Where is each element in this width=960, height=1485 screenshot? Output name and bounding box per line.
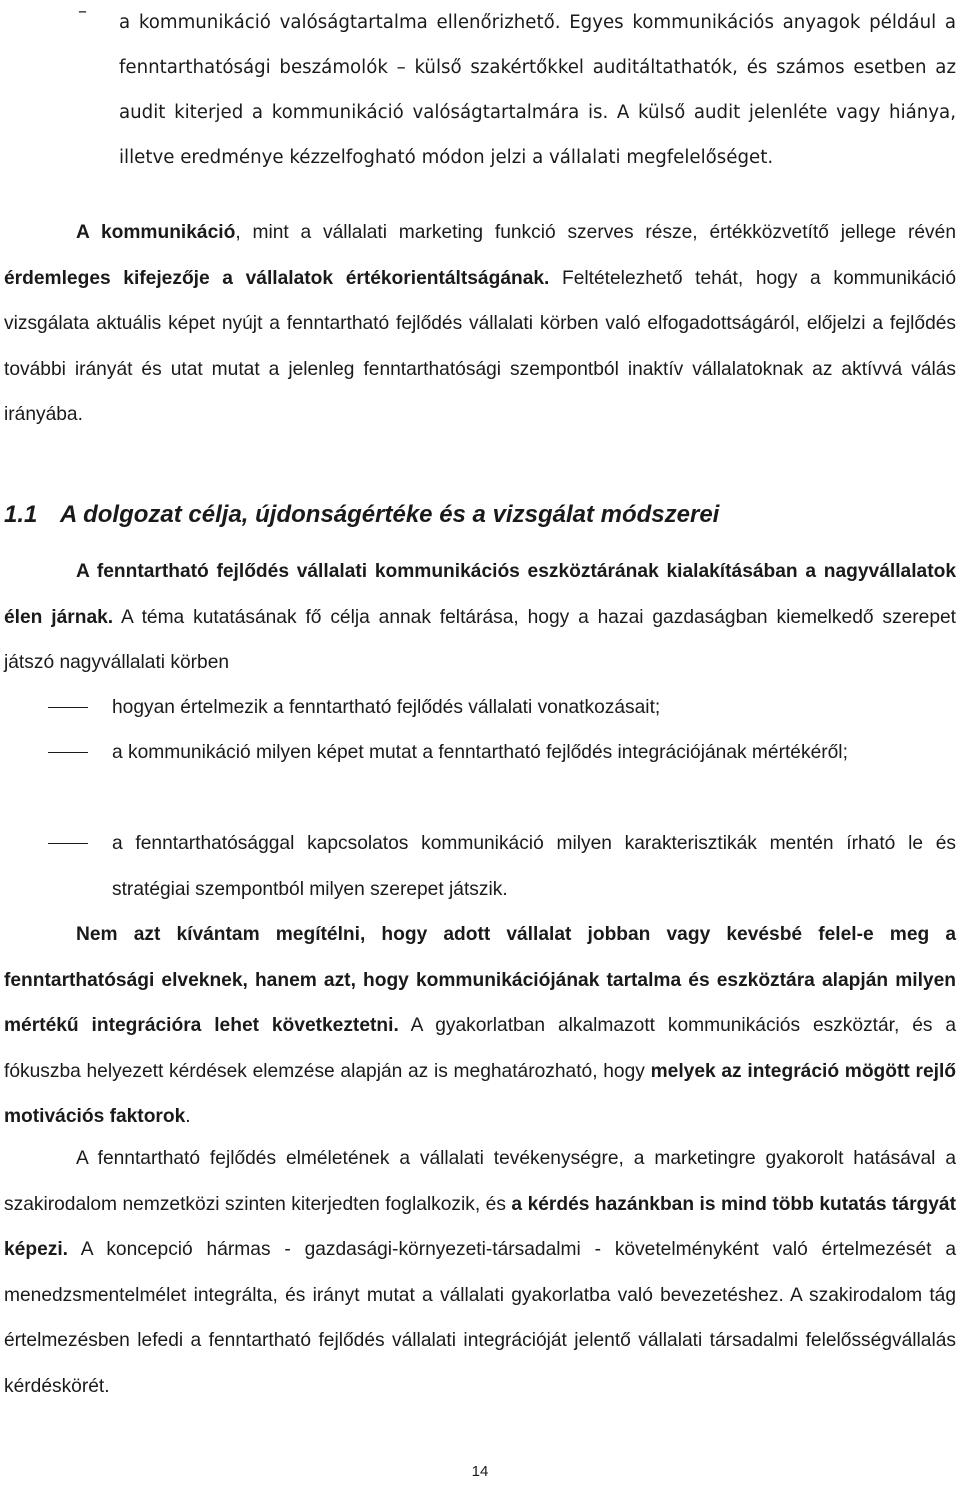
bullet-dash: [48, 843, 88, 844]
p4-text-2: A koncepció hármas - gazdasági-környezeti-társadalmi - követelményként való értelmezését a menedzsmentelmélet integrálta, és irányt mutat a vállalati gyakorlatba való bevezetéshez. A szakirodalom tág értelmezésben lefedi a fenntartható fejlődés vállalati integrációját jelentő vállalati társadalmi felelősségvállalás kérdéskörét.: [4, 1239, 956, 1397]
p3-text-1: A gyakorlatban alkalmazott kommunikációs eszköztár, és a fókuszba helyezett kérdések elemzése alapján az is meghatározható, hogy: [4, 1015, 957, 1082]
section-heading: [4, 495, 956, 535]
bullet-dash: [48, 752, 88, 753]
paragraph-1: [4, 210, 956, 438]
p1-text-1: , mint a vállalati marketing funkció szerves része, értékközvetítő jellege révén: [235, 222, 956, 243]
list-item: a kommunikáció milyen képet mutat a fenntartható fejlődés integrációjának mértékéről;: [112, 742, 848, 763]
bullet-dash: –: [78, 1, 87, 22]
section-number: 1.1: [4, 501, 38, 528]
p1-bold-1: A kommunikáció: [76, 222, 236, 243]
list-item: hogyan értelmezik a fenntartható fejlődés vállalati vonatkozásait;: [112, 697, 661, 718]
list-item: a fenntarthatósággal kapcsolatos kommunikáció milyen karakterisztikák mentén írható le és stratégiai szempontból milyen szerepet játszik.: [112, 833, 956, 900]
p2-text: A téma kutatásának fő célja annak feltárása, hogy a hazai gazdaságban kiemelkedő szerepet játszó nagyvállalati körben: [4, 606, 957, 674]
p3-text-2: .: [185, 1106, 191, 1128]
paragraph-3: [4, 912, 956, 1140]
paragraph-2: [4, 549, 956, 686]
bullet-dash: [48, 707, 88, 708]
page-number: 14: [471, 1463, 489, 1480]
top-bullet-text: a kommunikáció valóságtartalma ellenőrizhető. Egyes kommunikációs anyagok például a fenntarthatósági beszámolók – külső szakértőkkel auditáltathatók, és számos esetben az audit kiterjed a kommunikáció valóságtartalmára is. A külső audit jelenléte vagy hiánya, illetve eredménye kézzelfogható módon jelzi a vállalati megfelelőséget.: [119, 12, 956, 168]
p3-bold-1: Nem azt kívántam megítélni, hogy adott vállalat jobban vagy kevésbé felel-e meg a fenntarthatósági elveknek, hanem azt, hogy kommunikációjának tartalma és eszköztára alapján milyen mértékű integrációra lehet következtetni.: [4, 924, 956, 1037]
p1-text-2: Feltételezhető tehát, hogy a kommunikáció vizsgálata aktuális képet nyújt a fenntartható fejlődés vállalati körben való elfogadottságáról, előjelzi a fejlődés további irányát és utat mutat a jelenleg fenntarthatósági szempontból inaktív vállalatoknak az aktívvá válás irányába.: [4, 267, 956, 426]
p3-bold-2: melyek az integráció mögött rejlő motivációs faktorok: [4, 1060, 956, 1128]
p4-bold: a kérdés hazánkban is mind több kutatás tárgyát képezi.: [4, 1193, 956, 1261]
p1-bold-2: érdemleges kifejezője a vállalatok értékorientáltságának.: [4, 267, 550, 289]
paragraph-4: [4, 1136, 956, 1410]
p2-bold: A fenntartható fejlődés vállalati kommunikációs eszköztárának kialakításában a nagyvállalatok élen járnak.: [4, 561, 956, 628]
section-title: A dolgozat célja, újdonságértéke és a vizsgálat módszerei: [60, 501, 720, 528]
p4-text-1: A fenntartható fejlődés elméletének a vállalati tevékenységre, a marketingre gyakorolt hatásával a szakirodalom nemzetközi szinten kiterjedten foglalkozik, és: [4, 1148, 956, 1215]
